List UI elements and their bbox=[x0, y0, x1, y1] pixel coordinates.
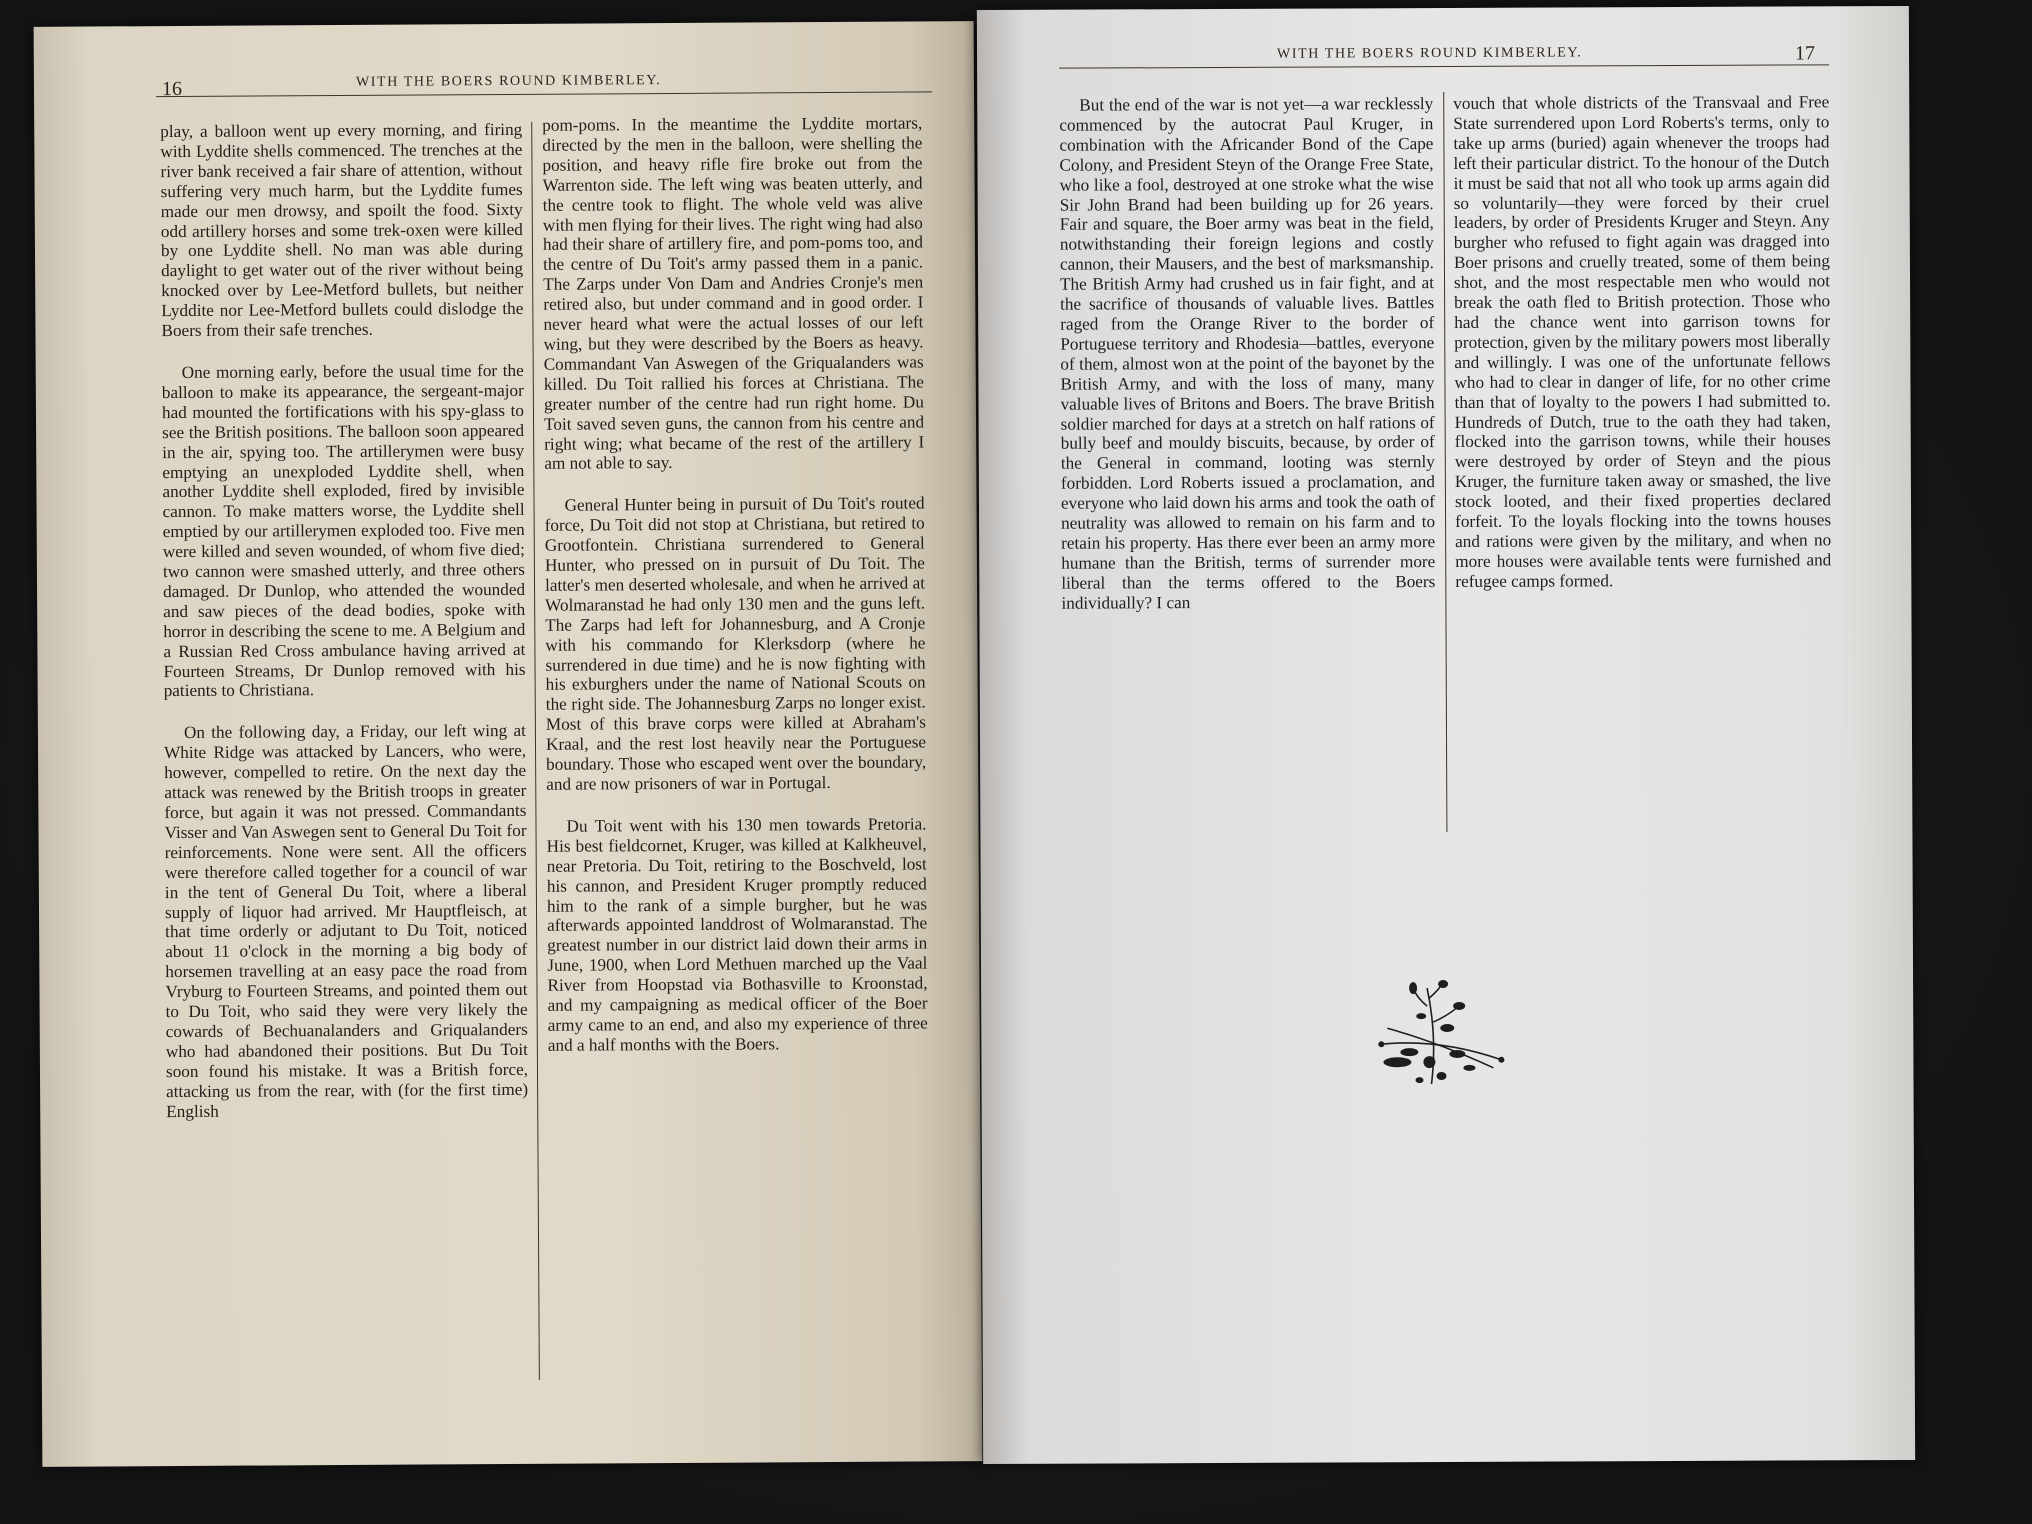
paragraph: pom-poms. In the meantime the Lyddite mortars, directed by the men in the balloon, were shelling the position, and heavy rifle fire broke out from the Warrenton side. The left wing was beaten utterly, and the centre took to flight. The whole veld was alive with men flying for their lives. The right wing had also had their share of artillery fire, and pom-poms too, and the centre of Du Toit's army passed them in a panic. The Zarps under Von Dam and Andries Cronje's men retired also, but under command and in good order. I never heard what were the actual losses of our left wing, but they were described by the Boers as heavy. Commandant Van Aswegen of the Griqualanders was killed. Du Toit rallied his forces at Christiana. The greater number of the centre had run right home. Du Toit saved seven guns, the cannon from his centre and right wing; what became of the rest of the artillery I am not able to say. bbox=[542, 113, 925, 474]
right-page bbox=[977, 6, 1915, 1464]
left-page-number: 16 bbox=[161, 77, 183, 101]
right-running-header: WITH THE BOERS ROUND KIMBERLEY. bbox=[1276, 45, 1583, 62]
right-column-divider bbox=[1443, 92, 1447, 832]
left-column-2 bbox=[542, 113, 928, 1077]
right-header-rule bbox=[1059, 64, 1829, 68]
paragraph: But the end of the war is not yet—a war recklessly commenced by the autocrat Paul Kruger, in combination with the Africander Bond of the Cape Colony, and President Steyn of the Orange Free State, who like a fool, destroyed at one stroke what the wise Sir John Brand had been building up for 26 years. Fair and square, the Boer army was beat in the field, notwithstanding their foreign legions and costly cannon, their Mausers, and the best of marksmanship. The British Army had crushed us in fair fight, and at the sacrifice of thousands of valuable lives. Battles raged from the Orange River to the border of Portuguese territory and Rhodesia—battles, everyone of them, almost won at the point of the bayonet by the British Army, and with the loss of many, many valuable lives of Britons and Boers. The brave British soldier marched for days at a stretch on half rations of bully beef and mouldy biscuits, because, by order of the General in command, looting was sternly forbidden. Lord Roberts issued a proclamation, and everyone who laid down his arms and took the oath of neutrality was allowed to remain on his farm and to retain his property. Has there ever been an army more humane than the British, terms of surrender more liberal than the terms offered to the Boers individually? I can bbox=[1059, 94, 1436, 613]
right-column-2 bbox=[1453, 92, 1831, 613]
paragraph: vouch that whole districts of the Transvaal and Free State surrendered upon Lord Roberts's terms, only to take up arms (buried) again whenever the troops had left their particular district. To the honour of the Dutch it must be said that not all who took up arms again did so voluntarily—they were forced by their cruel leaders, by order of Presidents Kruger and Steyn. Any burgher who refused to fight again was dragged into Boer prisons and cruelly treated, some of them being shot, and the most respectable men who would not break the oath fled to British protection. Those who had the chance went into garrison towns for protection, given by the military powers most liberally and willingly. I was one of the unfortunate fellows who had to clear in danger of life, for no other crime than that of loyalty to the powers I had submitted to. Hundreds of Dutch, true to the oath they had taken, flocked into the garrison towns, while their houses were destroyed by order of Steyn and the pious Kruger, the furniture taken away or smashed, the live stock looted, and their fixed properties declared forfeit. To the loyals flocking into the towns houses and rations were given by the military, and when no more houses were available tents were furnished and refugee camps formed. bbox=[1453, 92, 1832, 591]
right-page-number: 17 bbox=[1794, 42, 1816, 65]
paragraph: play, a balloon went up every morning, and firing with Lyddite shells commenced. The trenches at the river bank received a fair share of attention, without suffering very much harm, but the Lyddite fumes made our men drowsy, and spoilt the food. Sixty odd artillery horses and some trek-oxen were killed by one Lyddite shell. No man was able during daylight to get water out of the river without being knocked over by Lee-Metford bullets, but neither Lyddite nor Lee-Metford bullets could dislodge the Boers from their safe trenches. bbox=[160, 119, 524, 341]
left-column-1 bbox=[160, 120, 528, 1144]
paragraph: Du Toit went with his 130 men towards Pretoria. His best fieldcornet, Kruger, was killed at Kalkheuvel, near Pretoria. Du Toit, retiring to the Boschveld, lost his cannon, and President Kruger promptly reduced him to the rank of a simple burgher, but he was afterwards appointed landdrost of Wolmaranstad. The greatest number in our district laid down their arms in June, 1900, when Lord Methuen marched up the Vaal River from Hoopstad via Bothasville to Kroonstad, and my campaigning as medical officer of the Boer army came to an end, and also my experience of three and a half months with the Boers. bbox=[546, 814, 928, 1055]
floral-tailpiece-icon bbox=[1369, 976, 1510, 1097]
right-column-1 bbox=[1059, 94, 1435, 635]
paragraph: General Hunter being in pursuit of Du Toit's routed force, Du Toit did not stop at Christiana, but retired to Grootfontein. Christiana surrendered to General Hunter, who pressed on in pursuit of Du Toit. The latter's men deserted wholesale, and when he arrived at Wolmaranstad he had only 130 men and the guns left. The Zarps had left for Johannesburg, and A Cronje with his commando for Klerksdorp (where he surrendered in due time) and he is now fighting with his exburghers under the name of National Scouts on the right side. The Johannesburg Zarps no longer exist. Most of this brave corps were killed at Abraham's Kraal, and the rest lost heavily near the Portuguese boundary. Those who escaped went over the boundary, and are now prisoners of war in Portugal. bbox=[544, 493, 927, 794]
left-page bbox=[34, 21, 983, 1467]
left-column-divider bbox=[531, 122, 540, 1380]
left-running-header: WITH THE BOERS ROUND KIMBERLEY. bbox=[355, 73, 662, 90]
paragraph: On the following day, a Friday, our left wing at White Ridge was attacked by Lancers, who were, however, compelled to retire. On the next day the attack was renewed by the British troops in greater force, but again it was not pressed. Commandants Visser and Van Aswegen sent to General Du Toit for reinforcements. None were sent. All the officers were therefore called together for a council of war in the tent of General Du Toit, where a liberal supply of liquor had arrived. Mr Hauptfleisch, at that time orderly or adjutant to Du Toit, noticed about 11 o'clock in the morning a big body of horsemen travelling at an easy pace the road from Vryburg to Fourteen Streams, and pointed them out to Du Toit, who said they were very likely the cowards of Bechuanalanders and Griqualanders who had abandoned their positions. But Du Toit soon found his mistake. It was a British force, attacking us from the rear, with (for the first time) English bbox=[163, 721, 529, 1121]
paragraph: One morning early, before the usual time for the balloon to make its appearance, the sergeant-major had mounted the fortifications with his spy-glass to see the British positions. The balloon soon appeared in the air, spying too. The artillerymen were busy emptying an unexploded Lyddite shell, when another Lyddite shell exploded, fired by invisible cannon. To make matters worse, the Lyddite shell emptied by our artillerymen exploded too. Five men were killed and seven wounded, of whom five died; two cannon were smashed utterly, and three others damaged. Dr Dunlop, who attended the wounded and saw pieces of the dead bodies, spoke with horror in describing the scene to me. A Belgium and a Russian Red Cross ambulance having arrived at Fourteen Streams, Dr Dunlop removed with his patients to Christiana. bbox=[161, 360, 526, 701]
left-header-rule bbox=[156, 91, 932, 97]
